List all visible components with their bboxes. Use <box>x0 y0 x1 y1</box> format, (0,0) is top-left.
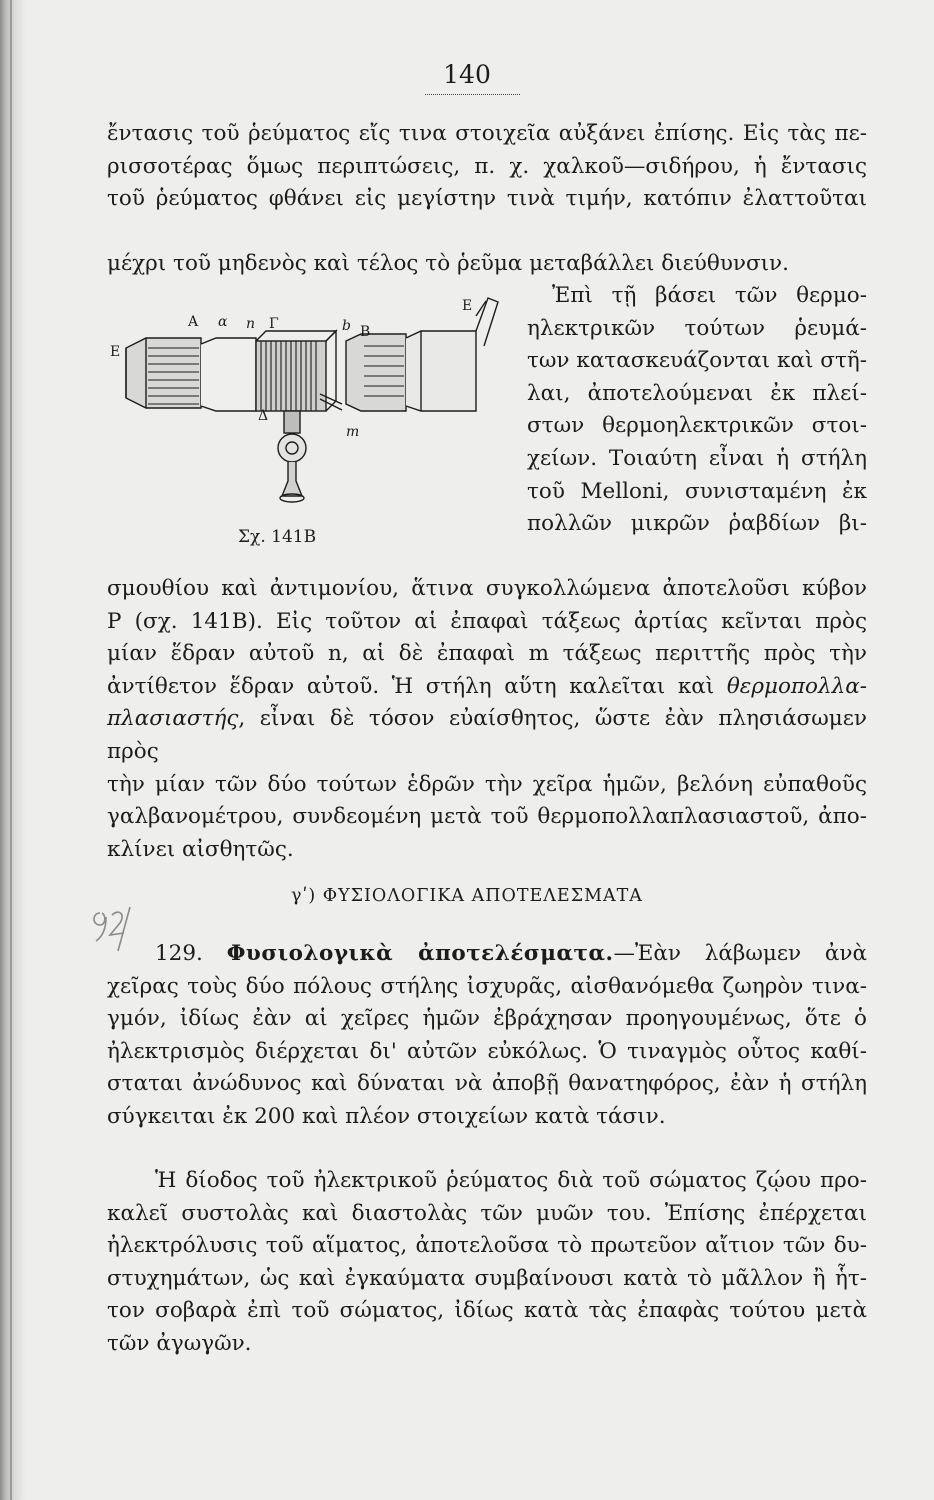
page-number-rule <box>425 94 520 95</box>
label-gamma: Γ <box>269 316 279 332</box>
label-delta: Δ <box>258 408 269 424</box>
text-line: σύγκειται ἐκ 200 καὶ πλέον στοιχείων κατὰ τάσιν. <box>107 1103 666 1129</box>
term-thermomultiplier: θερμοπολλα- <box>726 673 867 699</box>
text-line: ρισσοτέρας ὅμως περιπτώσεις, π. χ. χαλκοῦ—σιδήρου, ἡ ἔντασις <box>107 153 867 179</box>
paragraph-2-continued <box>107 573 867 866</box>
text-line: γαλβανομέτρου, συνδεομένη μετὰ τοῦ θερμοπολλαπλασιαστοῦ, ἀπο- <box>107 804 867 830</box>
text-line <box>107 703 867 768</box>
text-line: ἠλεκτρισμὸς διέρχεται δι' αὐτῶν εὐκόλως. Ὁ τιναγμὸς οὗτος καθί- <box>107 1038 867 1064</box>
figure-caption: Σχ. 141B <box>238 527 317 547</box>
label-e-top: E <box>462 298 473 314</box>
label-e-left: E <box>110 344 121 360</box>
text-line: καλεῖ συστολὰς καὶ διαστολὰς τῶν μυῶν του. Ἐπίσης ἐπέρχεται <box>107 1200 867 1226</box>
text-line: τοῦ Melloni, συνισταμένη ἐκ <box>527 478 867 504</box>
text-line <box>107 671 867 704</box>
book-gutter-edge <box>0 0 26 1500</box>
text-fragment: —Ἐὰν λάβωμεν ἀνὰ <box>613 941 867 966</box>
paragraph-1 <box>107 118 867 216</box>
text-line: σταται ἀνώδυνος καὶ δύναται νὰ ἀποβῇ θανατηφόρος, ἐὰν ἡ στήλη <box>107 1071 867 1097</box>
label-m: m <box>346 424 360 440</box>
text-line: P (σχ. 141B). Εἰς τοῦτον αἱ ἐπαφαὶ τάξεως ἀρτίας κεῖνται πρὸς <box>107 608 867 634</box>
paragraph-2-column <box>527 280 867 541</box>
section-number: 129. <box>155 941 203 966</box>
text-line: τῶν ἀγωγῶν. <box>107 1330 252 1356</box>
page-edge-line <box>10 0 12 1500</box>
page-number: 140 <box>443 60 491 89</box>
section-heading: γʹ) ΦΥΣΙΟΛΟΓΙΚΑ ΑΠΟΤΕΛΕΣΜΑΤΑ <box>291 886 643 906</box>
text-line: λαι, ἀποτελούμεναι ἐκ πλεί- <box>527 380 867 406</box>
text-line: Ἐπὶ τῇ βάσει τῶν θερμο- <box>552 283 867 308</box>
text-fragment: , εἶναι δὲ τόσον εὐαίσθητος, ὥστε ἐὰν πλησιάσωμεν πρὸς <box>107 706 867 764</box>
text-line: ἔντασις τοῦ ῥεύματος εἴς τινα στοιχεῖα αὐξάνει ἐπίσης. Εἰς τὰς πε- <box>107 121 867 146</box>
text-line: πολλῶν μικρῶν ῥαβδίων βι- <box>527 511 867 537</box>
text-line: των κατασκευάζονται καὶ στῆ- <box>527 348 867 374</box>
thermopile-illustration <box>106 286 526 526</box>
text-line: Ἡ δίοδος τοῦ ἠλεκτρικοῦ ῥεύματος διὰ τοῦ σώματος ζῴου προ- <box>155 1168 867 1193</box>
text-line: σμουθίου καὶ ἀντιμονίου, ἅτινα συγκολλώμενα ἀποτελοῦσι κύβον <box>107 576 867 601</box>
text-line: μίαν ἕδραν αὐτοῦ n, αἱ δὲ ἐπαφαὶ m τάξεως περιττῆς πρὸς τὴν <box>107 641 867 667</box>
paragraph-1-last-line: μέχρι τοῦ μηδενὸς καὶ τέλος τὸ ῥεῦμα μεταβάλλει διεύθυνσιν. <box>107 251 789 276</box>
text-line: ηλεκτρικῶν τούτων ῥευμά- <box>527 315 867 341</box>
text-line: τὴν μίαν τῶν δύο τούτων ἑδρῶν τὴν χεῖρα ἡμῶν, βελόνη εὐπαθοῦς <box>107 771 867 797</box>
section-title: Φυσιολογικὰ ἀποτελέσματα. <box>226 941 614 966</box>
text-line: τοῦ ῥεύματος φθάνει εἰς μεγίστην τινὰ τιμήν, κατόπιν ἐλαττοῦται <box>107 186 867 212</box>
text-line: γμόν, ἰδίως ἐὰν αἱ χεῖρες ἡμῶν ἐβράχησαν προηγουμένως, ὅτε ὁ <box>107 1006 867 1032</box>
text-line: τον σοβαρὰ ἐπὶ τοῦ σώματος, ἰδίως κατὰ τὰς ἐπαφὰς τούτου μετὰ <box>107 1298 867 1324</box>
text-line: στυχημάτων, ὡς καὶ ἐγκαύματα συμβαίνουσι κατὰ τὸ μᾶλλον ἢ ἧτ- <box>107 1265 867 1291</box>
paragraph-4 <box>107 1165 867 1361</box>
text-line: ἠλεκτρόλυσις τοῦ αἵματος, ἀποτελοῦσα τὸ πρωτεῦον αἴτιον τῶν δυ- <box>107 1233 867 1259</box>
label-A: Α <box>188 314 199 330</box>
label-a: α <box>218 314 228 330</box>
text-line: χείων. Τοιαύτη εἶναι ἡ στήλη <box>527 445 867 471</box>
label-n: n <box>246 316 256 332</box>
text-line <box>107 938 867 971</box>
paragraph-3 <box>107 938 867 1134</box>
text-line: στων θερμοηλεκτρικῶν στοι- <box>527 413 867 439</box>
text-line: χεῖρας τοὺς δύο πόλους στήλης ἰσχυρᾶς, αἰσθανόμεθα ζωηρὸν τινα- <box>107 973 867 999</box>
text-line: κλίνει αἰσθητῶς. <box>107 836 294 862</box>
label-B: B <box>360 324 371 340</box>
figure-141b <box>106 286 526 556</box>
label-b: b <box>342 318 351 334</box>
term-thermomultiplier-end: πλασιαστής <box>107 706 239 732</box>
text-fragment: ἀντίθετον ἕδραν αὐτοῦ. Ἡ στήλη αὕτη καλεῖται καὶ <box>107 673 715 699</box>
